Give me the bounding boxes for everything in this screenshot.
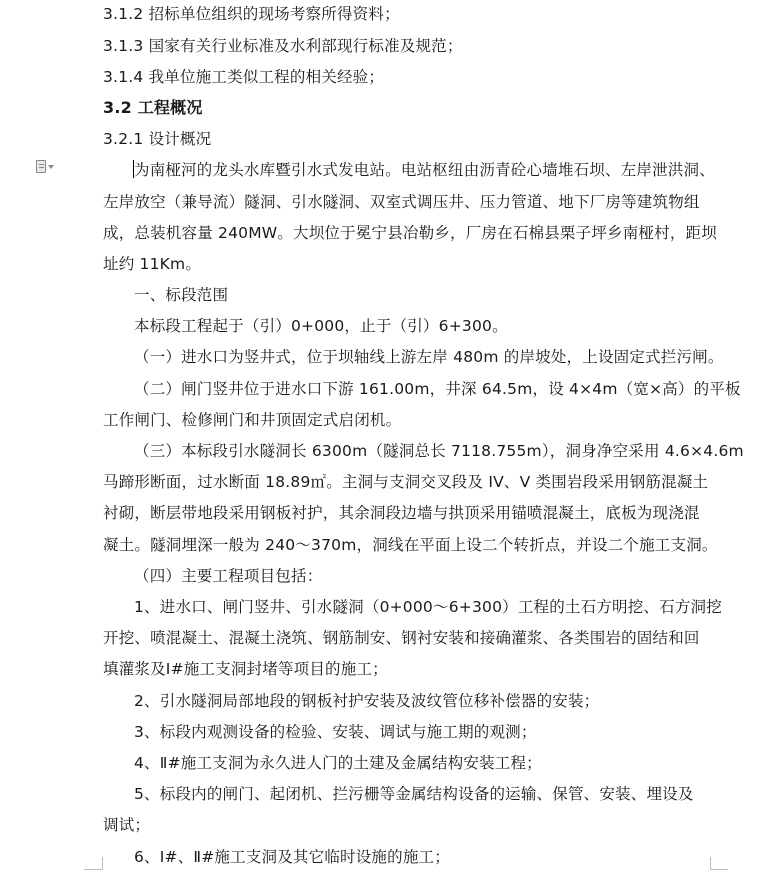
page-margin-mark [84, 869, 102, 870]
text-line: 左岸放空（兼导流）隧洞、引水隧洞、双室式调压井、压力管道、地下厂房等建筑物组 [103, 193, 700, 211]
text-line: 衬砌，断层带地段采用钢板衬护，其余洞段边墙与拱顶采用锚喷混凝土，底板为现浇混 [103, 504, 700, 522]
text-line: 调试； [103, 816, 151, 834]
text-line: （三）本标段引水隧洞长 6300m（隧洞总长 7118.755m），洞身净空采用 4.6×4.6m [134, 442, 744, 460]
section-heading: 3.2 工程概况 [103, 98, 203, 117]
text-line: 3.1.4 我单位施工类似工程的相关经验； [103, 68, 385, 86]
subsection-heading: 3.2.1 设计概况 [103, 130, 212, 148]
chevron-down-icon [48, 165, 54, 169]
text-line: 为南桠河的龙头水库暨引水式发电站。电站枢纽由沥青砼心墙堆石坝、左岸泄洪洞、 [134, 161, 715, 179]
text-line: 凝土。隧洞埋深一般为 240～370m，洞线在平面上设二个转折点，并设二个施工支洞。 [103, 536, 718, 554]
text-line: 工作闸门、检修闸门和井顶固定式启闭机。 [103, 411, 402, 429]
text-line: （四）主要工程项目包括： [134, 567, 323, 585]
document-icon [36, 160, 46, 173]
page-margin-mark [710, 857, 711, 870]
text-line: 3.1.3 国家有关行业标准及水利部现行标准及规范； [103, 37, 463, 55]
text-line: 2、引水隧洞局部地段的钢板衬护安装及波纹管位移补偿器的安装； [134, 692, 600, 710]
text-line: （一）进水口为竖井式，位于坝轴线上游左岸 480m 的岸坡处，上设固定式拦污闸。 [134, 348, 724, 366]
page-margin-mark [710, 869, 728, 870]
text-line: 5、标段内的闸门、起闭机、拦污栅等金属结构设备的运输、保管、安装、埋设及 [134, 785, 694, 803]
page-margin-mark [102, 857, 103, 870]
text-line: 1、进水口、闸门竖井、引水隧洞（0+000～6+300）工程的土石方明挖、石方洞挖 [134, 598, 722, 616]
text-line: 址约 11Km。 [103, 255, 202, 273]
paragraph-options-icon[interactable] [36, 158, 58, 174]
text-line: 4、Ⅱ#施工支洞为永久进人门的土建及金属结构安装工程； [134, 754, 542, 772]
text-line: 马蹄形断面，过水断面 18.89㎡。主洞与支洞交叉段及 IV、V 类围岩段采用钢筋混凝土 [103, 473, 709, 491]
text-line: 一、标段范围 [134, 286, 229, 304]
text-line: 开挖、喷混凝土、混凝土浇筑、钢筋制安、钢衬安装和接确灌浆、各类围岩的固结和回 [103, 629, 700, 647]
text-line: 3.1.2 招标单位组织的现场考察所得资料； [103, 5, 400, 23]
text-line: 填灌浆及Ⅰ#施工支洞封堵等项目的施工； [103, 660, 388, 678]
text-line: 成，总装机容量 240MW。大坝位于冕宁县冶勒乡，厂房在石棉县栗子坪乡南桠村，距坝 [103, 224, 717, 242]
text-line: （二）闸门竖井位于进水口下游 161.00m，井深 64.5m，设 4×4m（宽×高）的平板 [134, 380, 741, 398]
text-line: 6、Ⅰ#、Ⅱ#施工支洞及其它临时设施的施工； [134, 848, 450, 866]
text-line: 本标段工程起于（引）0+000，止于（引）6+300。 [134, 317, 508, 335]
text-line: 3、标段内观测设备的检验、安装、调试与施工期的观测； [134, 723, 537, 741]
